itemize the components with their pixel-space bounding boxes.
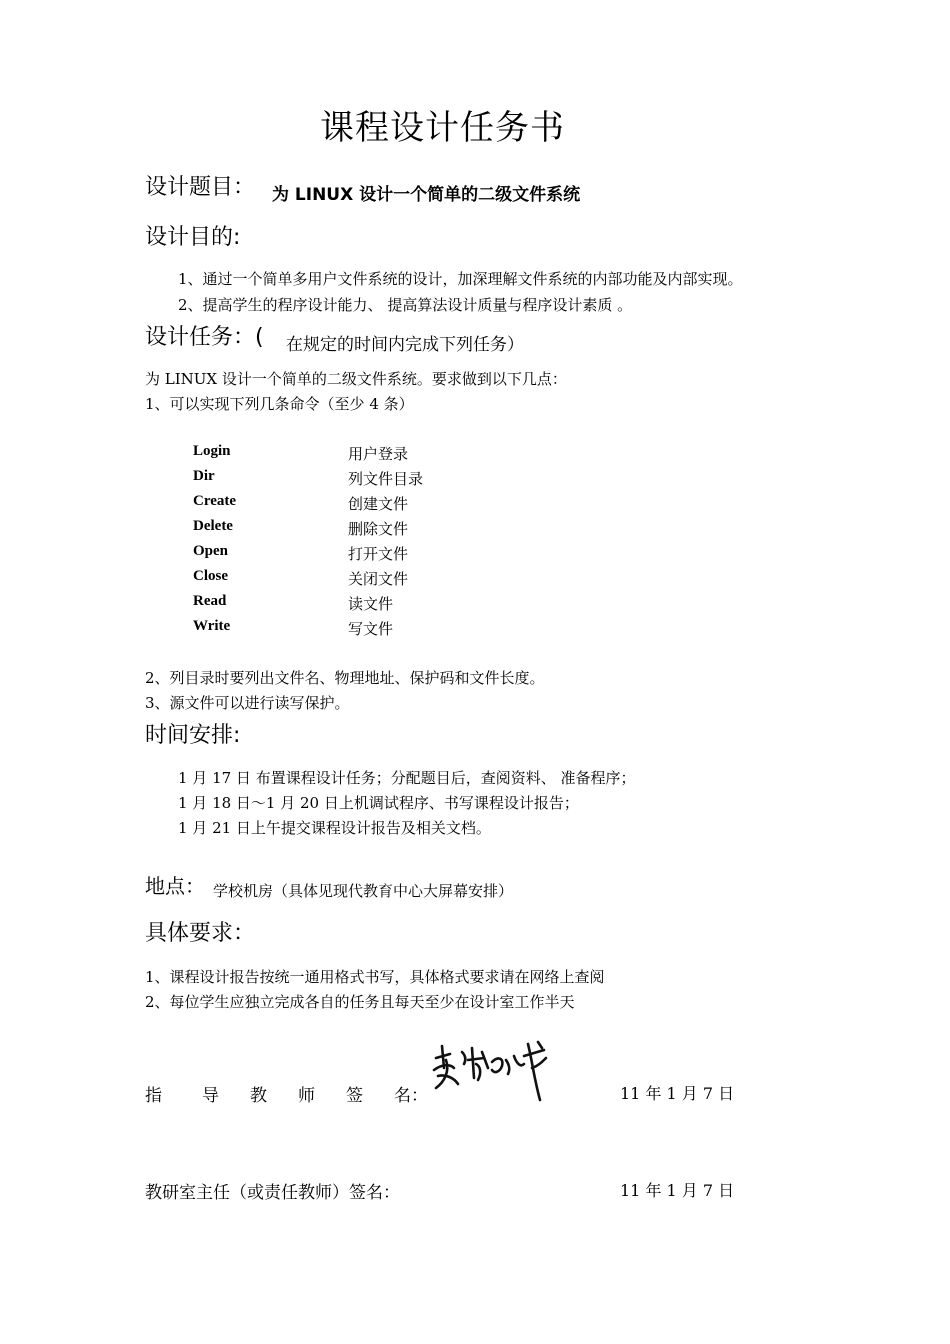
instructor-label-char: 名： (394, 1086, 428, 1106)
command-desc: 关闭文件 (348, 570, 409, 588)
instructor-label-char: 签 (346, 1086, 363, 1106)
command-desc: 删除文件 (348, 520, 409, 538)
requirements-label: 具体要求： (145, 921, 256, 946)
command-name: Close (193, 568, 228, 584)
purpose-label: 设计目的: (145, 225, 241, 250)
schedule-item-2: 1 月 18 日～1 月 20 日上机调试程序、书写课程设计报告； (178, 794, 579, 812)
purpose-item-2: 2、提高学生的程序设计能力、 提高算法设计质量与程序设计素质 。 (178, 296, 633, 314)
instructor-label-char: 导 (202, 1086, 219, 1106)
command-name: Create (193, 493, 237, 509)
handwritten-signature (428, 1038, 552, 1104)
command-name: Dir (193, 468, 215, 484)
task-intro: 为 LINUX 设计一个简单的二级文件系统。要求做到以下几点： (145, 370, 567, 388)
instructor-label-char: 师 (298, 1086, 315, 1106)
topic-label: 设计题目： (145, 175, 256, 200)
task-note: 在规定的时间内完成下列任务） (286, 335, 524, 355)
command-desc: 读文件 (348, 595, 394, 613)
topic-value: 为 LINUX 设计一个简单的二级文件系统 (272, 185, 581, 205)
schedule-label: 时间安排: (145, 723, 241, 748)
task-requirement-3: 3、源文件可以进行读写保护。 (145, 694, 350, 712)
command-desc: 写文件 (348, 620, 394, 638)
command-name: Write (193, 618, 231, 634)
task-label: 设计任务：( (145, 325, 264, 350)
location-value: 学校机房（具体见现代教育中心大屏幕安排） (213, 882, 514, 900)
requirement-item-2: 2、每位学生应独立完成各自的任务且每天至少在设计室工作半天 (145, 993, 575, 1011)
task-requirement-2: 2、列目录时要列出文件名、物理地址、保护码和文件长度。 (145, 669, 545, 687)
director-signature-label: 教研室主任（或责任教师）签名： (145, 1183, 400, 1203)
command-name: Open (193, 543, 229, 559)
instructor-sign-date: 11 年 1 月 7 日 (620, 1084, 735, 1103)
requirement-item-1: 1、课程设计报告按统一通用格式书写，具体格式要求请在网络上查阅 (145, 968, 605, 986)
command-desc: 列文件目录 (348, 470, 424, 488)
command-name: Delete (193, 518, 233, 534)
task-requirement-1: 1、可以实现下列几条命令（至少 4 条） (145, 395, 414, 413)
command-desc: 用户登录 (348, 445, 409, 463)
command-name: Read (193, 593, 227, 609)
instructor-label-char: 指 (145, 1086, 162, 1106)
page-title: 课程设计任务书 (320, 108, 565, 148)
schedule-item-3: 1 月 21 日上午提交课程设计报告及相关文档。 (178, 819, 491, 837)
schedule-item-1: 1 月 17 日 布置课程设计任务；分配题目后，查阅资料、 准备程序； (178, 769, 636, 787)
director-sign-date: 11 年 1 月 7 日 (620, 1181, 735, 1200)
purpose-item-1: 1、通过一个简单多用户文件系统的设计，加深理解文件系统的内部功能及内部实现。 (178, 270, 743, 288)
location-label: 地点： (145, 874, 205, 898)
command-name: Login (193, 443, 231, 459)
instructor-label-char: 教 (250, 1086, 267, 1106)
command-desc: 创建文件 (348, 495, 409, 513)
command-desc: 打开文件 (348, 545, 409, 563)
